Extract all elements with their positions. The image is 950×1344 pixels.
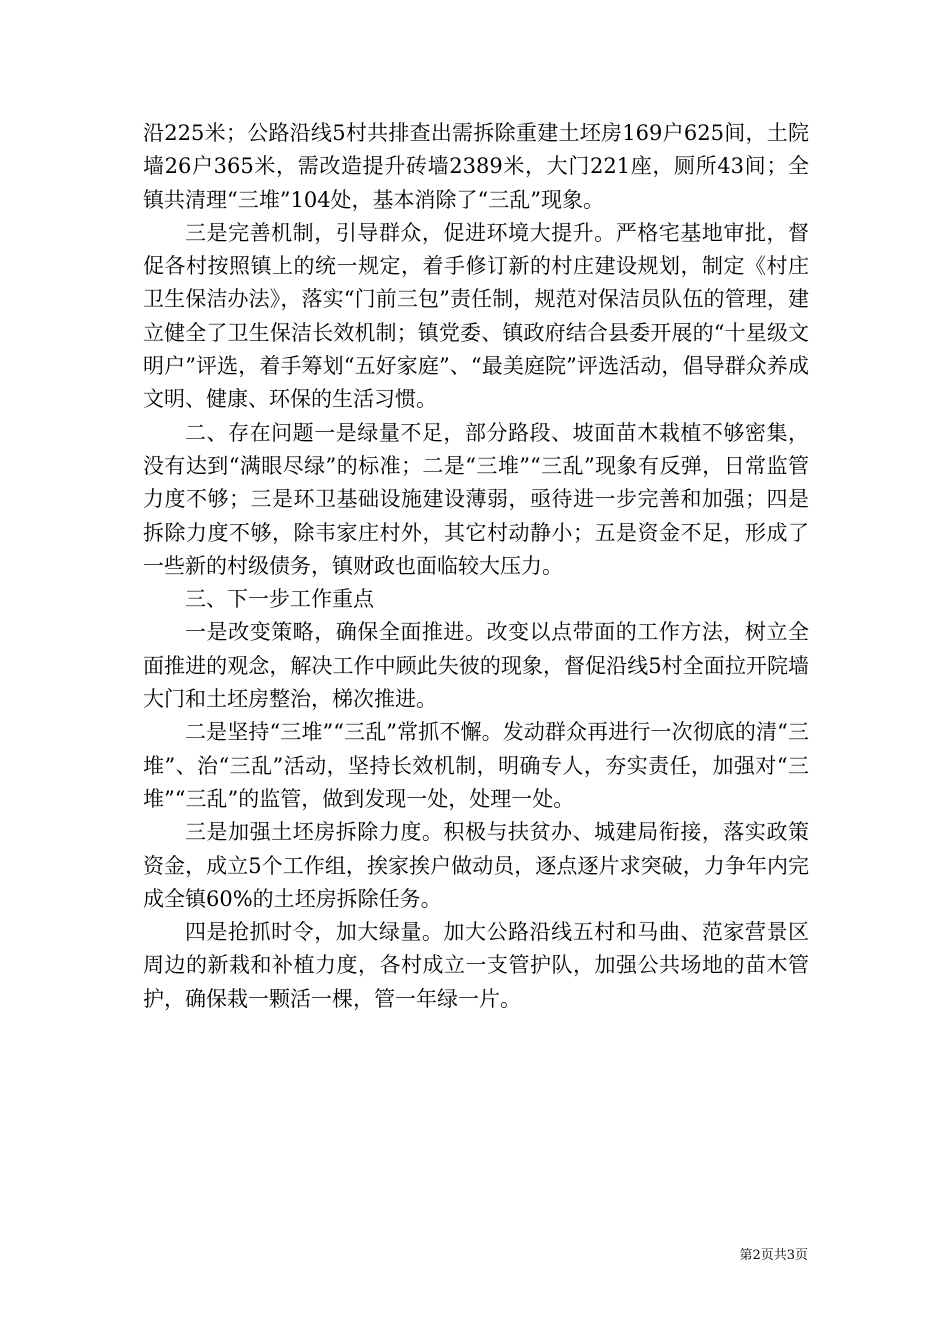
paragraph-greening: 四是抢抓时令，加大绿量。加大公路沿线五村和马曲、范家营景区周边的新栽和补植力度，各村成立一支管护队，加强公共场地的苗木管护，确保栽一颗活一棵，管一年绿一片。 — [143, 920, 809, 1011]
paragraph-change-strategy: 一是改变策略，确保全面推进。改变以点带面的工作方法，树立全面推进的观念，解决工作中顾此失彼的现象，督促沿线5村全面拉开院墙大门和土坯房整治，梯次推进。 — [143, 620, 809, 712]
section-heading-next-steps: 三、下一步工作重点 — [185, 587, 374, 612]
paragraph-existing-problems: 二、存在问题一是绿量不足，部分路段、坡面苗木栽植不够密集，没有达到“满眼尽绿”的标准；二是“三堆”“三乱”现象有反弹，日常监管力度不够；三是环卫基础设施建设薄弱，亟待进一步完善和加强；四是拆除力度不够，除韦家庄村外，其它村动静小；五是资金不足，形成了一些新的村级债务，镇财政也面临较大压力。 — [143, 420, 809, 578]
paragraph-persist-cleanup: 二是坚持“三堆”“三乱”常抓不懈。发动群众再进行一次彻底的清“三堆”、治“三乱”活动，坚持长效机制，明确专人，夯实责任，加强对“三堆”“三乱”的监管，做到发现一处，处理一处。 — [143, 720, 809, 811]
paragraph-continuation: 沿225米；公路沿线5村共排查出需拆除重建土坯房169户625间，土院墙26户365米，需改造提升砖墙2389米，大门221座，厕所43间；全镇共清理“三堆”104处，基本消除了“三乱”现象。 — [143, 121, 809, 212]
page-number-footer: 第2页共3页 — [739, 1248, 808, 1263]
paragraph-improve-mechanism: 三是完善机制，引导群众，促进环境大提升。严格宅基地审批，督促各村按照镇上的统一规定，着手修订新的村庄建设规划，制定《村庄卫生保洁办法》，落实“门前三包”责任制，规范对保洁员队伍的管理，建立健全了卫生保洁长效机制；镇党委、镇政府结合县委开展的“十星级文明户”评选，着手筹划“五好家庭”、“最美庭院”评选活动，倡导群众养成文明、健康、环保的生活习惯。 — [143, 220, 809, 412]
paragraph-demolition: 三是加强土坯房拆除力度。积极与扶贫办、城建局衔接，落实政策资金，成立5个工作组，挨家挨户做动员，逐点逐片求突破，力争年内完成全镇60%的土坯房拆除任务。 — [143, 820, 809, 911]
document-body — [143, 117, 809, 1016]
